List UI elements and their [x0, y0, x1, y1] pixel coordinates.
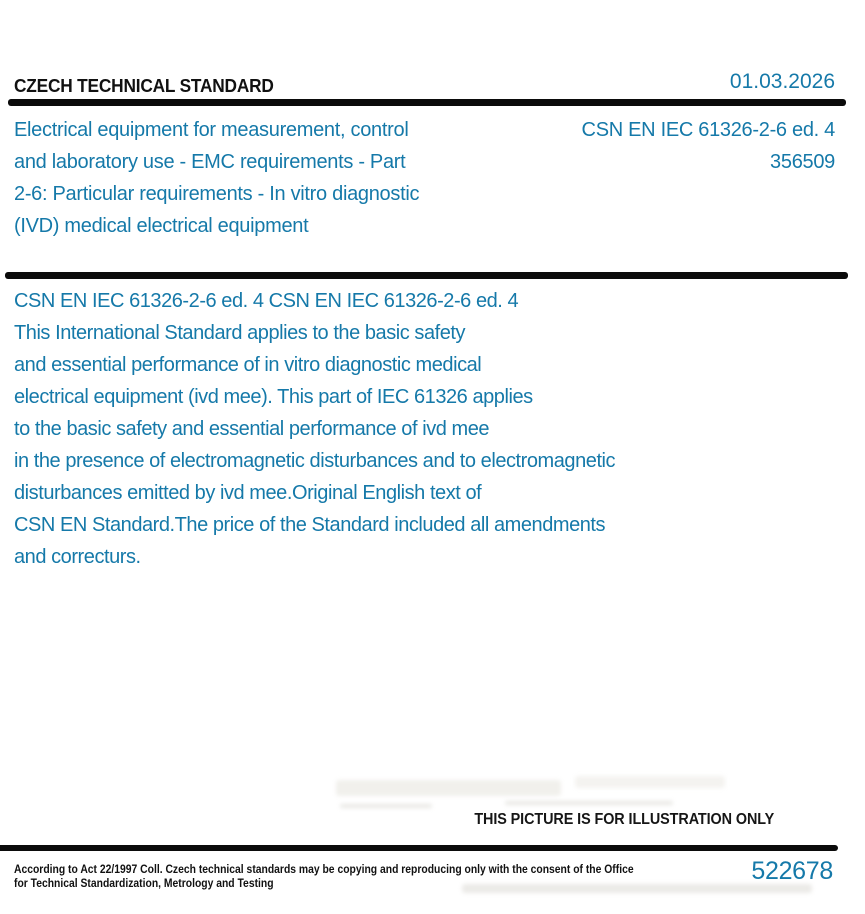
- standard-designation: CSN EN IEC 61326-2-6 ed. 4: [581, 119, 835, 141]
- standard-title-line: (IVD) medical electrical equipment: [14, 215, 309, 237]
- page-title: CZECH TECHNICAL STANDARD: [14, 76, 274, 96]
- standard-reference-block: [582, 114, 835, 178]
- copyright-line: According to Act 22/1997 Coll. Czech technical standards may be copying and reproducing only with the consent of the Office: [14, 864, 634, 876]
- illustration-disclaimer: THIS PICTURE IS FOR ILLUSTRATION ONLY: [474, 811, 774, 828]
- faint-watermark: [336, 780, 561, 796]
- standard-title-line: 2-6: Particular requirements - In vitro diagnostic: [14, 183, 420, 205]
- standard-title-line: Electrical equipment for measurement, control: [14, 119, 409, 141]
- standard-title-block: [14, 114, 514, 242]
- copyright-notice: [14, 863, 634, 891]
- abstract-line: CSN EN IEC 61326-2-6 ed. 4 CSN EN IEC 61326-2-6 ed. 4: [14, 290, 519, 312]
- standard-title-line: and laboratory use - EMC requirements - Part: [14, 151, 406, 173]
- section-divider: [5, 272, 848, 279]
- abstract-line: electrical equipment (ivd mee). This part of IEC 61326 applies: [14, 386, 533, 408]
- issue-date: 01.03.2026: [729, 70, 835, 93]
- faint-watermark: [575, 776, 725, 788]
- abstract-line: disturbances emitted by ivd mee.Original English text of: [14, 482, 482, 504]
- standard-abstract: [14, 285, 774, 573]
- abstract-line: This International Standard applies to the basic safety: [14, 322, 466, 344]
- footer-divider: [0, 845, 838, 851]
- abstract-line: and essential performance of in vitro diagnostic medical: [14, 354, 482, 376]
- abstract-line: and correcturs.: [14, 546, 141, 568]
- catalog-number: 522678: [751, 857, 833, 885]
- standard-class-number: 356509: [770, 151, 835, 173]
- faint-watermark: [340, 804, 432, 808]
- abstract-line: in the presence of electromagnetic disturbances and to electromagnetic: [14, 450, 616, 472]
- abstract-line: CSN EN Standard.The price of the Standard included all amendments: [14, 514, 606, 536]
- header-divider: [8, 99, 846, 106]
- abstract-line: to the basic safety and essential performance of ivd mee: [14, 418, 490, 440]
- copyright-line: for Technical Standardization, Metrology and Testing: [14, 878, 274, 890]
- faint-watermark: [505, 801, 673, 805]
